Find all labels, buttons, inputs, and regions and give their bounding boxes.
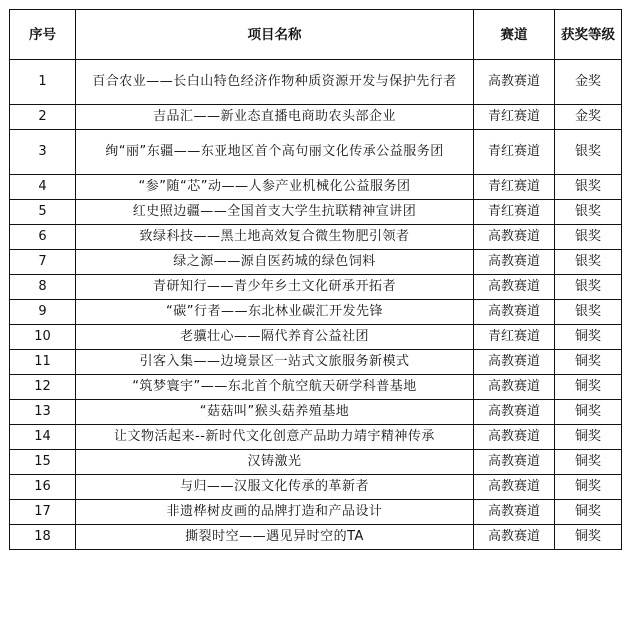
- cell-track: 高教赛道: [474, 375, 555, 400]
- cell-index: 5: [10, 200, 76, 225]
- cell-index: 16: [10, 475, 76, 500]
- cell-project: “筑梦寰宇”——东北首个航空航天研学科普基地: [76, 375, 474, 400]
- cell-track: 高教赛道: [474, 60, 555, 105]
- cell-award: 银奖: [555, 175, 622, 200]
- cell-project: 百合农业——长白山特色经济作物种质资源开发与保护先行者: [76, 60, 474, 105]
- cell-track: 青红赛道: [474, 325, 555, 350]
- cell-award: 铜奖: [555, 400, 622, 425]
- cell-index: 18: [10, 525, 76, 550]
- cell-index: 17: [10, 500, 76, 525]
- cell-track: 高教赛道: [474, 250, 555, 275]
- table-header-row: [10, 10, 622, 60]
- cell-award: 银奖: [555, 250, 622, 275]
- cell-index: 6: [10, 225, 76, 250]
- cell-index: 11: [10, 350, 76, 375]
- cell-project: 青研知行——青少年乡土文化研承开拓者: [76, 275, 474, 300]
- cell-index: 9: [10, 300, 76, 325]
- cell-project: 老骥壮心——隔代养育公益社团: [76, 325, 474, 350]
- cell-index: 8: [10, 275, 76, 300]
- table-row: [10, 225, 622, 250]
- cell-project: “参”随“芯”动——人参产业机械化公益服务团: [76, 175, 474, 200]
- cell-award: 银奖: [555, 275, 622, 300]
- table-row: [10, 105, 622, 130]
- table-row: [10, 375, 622, 400]
- header-index: 序号: [10, 10, 76, 60]
- cell-project: “碳”行者——东北林业碳汇开发先锋: [76, 300, 474, 325]
- table-row: [10, 475, 622, 500]
- awards-table: [9, 9, 622, 550]
- cell-award: 银奖: [555, 300, 622, 325]
- table-row: [10, 250, 622, 275]
- cell-track: 高教赛道: [474, 425, 555, 450]
- header-award: 获奖等级: [555, 10, 622, 60]
- cell-award: 铜奖: [555, 475, 622, 500]
- table-row: [10, 400, 622, 425]
- cell-track: 高教赛道: [474, 350, 555, 375]
- cell-track: 高教赛道: [474, 525, 555, 550]
- header-project: 项目名称: [76, 10, 474, 60]
- cell-award: 银奖: [555, 130, 622, 175]
- cell-track: 青红赛道: [474, 175, 555, 200]
- header-track: 赛道: [474, 10, 555, 60]
- cell-track: 高教赛道: [474, 400, 555, 425]
- table-row: [10, 500, 622, 525]
- cell-project: “菇菇叫”猴头菇养殖基地: [76, 400, 474, 425]
- cell-project: 红史照边疆——全国首支大学生抗联精神宣讲团: [76, 200, 474, 225]
- table-row: [10, 60, 622, 105]
- cell-project: 与归——汉服文化传承的革新者: [76, 475, 474, 500]
- cell-index: 15: [10, 450, 76, 475]
- cell-award: 铜奖: [555, 425, 622, 450]
- cell-award: 铜奖: [555, 500, 622, 525]
- table-row: [10, 325, 622, 350]
- cell-project: 非遗桦树皮画的品牌打造和产品设计: [76, 500, 474, 525]
- cell-track: 高教赛道: [474, 450, 555, 475]
- cell-index: 1: [10, 60, 76, 105]
- cell-index: 3: [10, 130, 76, 175]
- cell-track: 青红赛道: [474, 130, 555, 175]
- cell-index: 14: [10, 425, 76, 450]
- cell-track: 青红赛道: [474, 105, 555, 130]
- cell-track: 高教赛道: [474, 275, 555, 300]
- table-row: [10, 275, 622, 300]
- cell-award: 金奖: [555, 105, 622, 130]
- cell-track: 高教赛道: [474, 475, 555, 500]
- cell-project: 绚“丽”东疆——东亚地区首个高句丽文化传承公益服务团: [76, 130, 474, 175]
- cell-award: 金奖: [555, 60, 622, 105]
- cell-project: 让文物活起来--新时代文化创意产品助力靖宇精神传承: [76, 425, 474, 450]
- cell-index: 12: [10, 375, 76, 400]
- table-row: [10, 450, 622, 475]
- cell-project: 汉铸激光: [76, 450, 474, 475]
- cell-award: 铜奖: [555, 450, 622, 475]
- cell-track: 高教赛道: [474, 300, 555, 325]
- cell-index: 2: [10, 105, 76, 130]
- cell-award: 铜奖: [555, 350, 622, 375]
- cell-project: 撕裂时空——遇见异时空的TA: [76, 525, 474, 550]
- table-body: [10, 60, 622, 550]
- cell-track: 青红赛道: [474, 200, 555, 225]
- cell-award: 铜奖: [555, 325, 622, 350]
- cell-track: 高教赛道: [474, 500, 555, 525]
- cell-index: 4: [10, 175, 76, 200]
- cell-track: 高教赛道: [474, 225, 555, 250]
- cell-project: 绿之源——源自医药城的绿色饲料: [76, 250, 474, 275]
- table-row: [10, 425, 622, 450]
- cell-award: 银奖: [555, 225, 622, 250]
- cell-award: 银奖: [555, 200, 622, 225]
- table-row: [10, 525, 622, 550]
- table-row: [10, 200, 622, 225]
- table-row: [10, 175, 622, 200]
- cell-index: 13: [10, 400, 76, 425]
- table-row: [10, 300, 622, 325]
- cell-index: 7: [10, 250, 76, 275]
- cell-project: 引客入集——边境景区一站式文旅服务新模式: [76, 350, 474, 375]
- cell-project: 致绿科技——黑土地高效复合微生物肥引领者: [76, 225, 474, 250]
- cell-award: 铜奖: [555, 525, 622, 550]
- cell-award: 铜奖: [555, 375, 622, 400]
- cell-project: 吉品汇——新业态直播电商助农头部企业: [76, 105, 474, 130]
- table-row: [10, 130, 622, 175]
- table-row: [10, 350, 622, 375]
- cell-index: 10: [10, 325, 76, 350]
